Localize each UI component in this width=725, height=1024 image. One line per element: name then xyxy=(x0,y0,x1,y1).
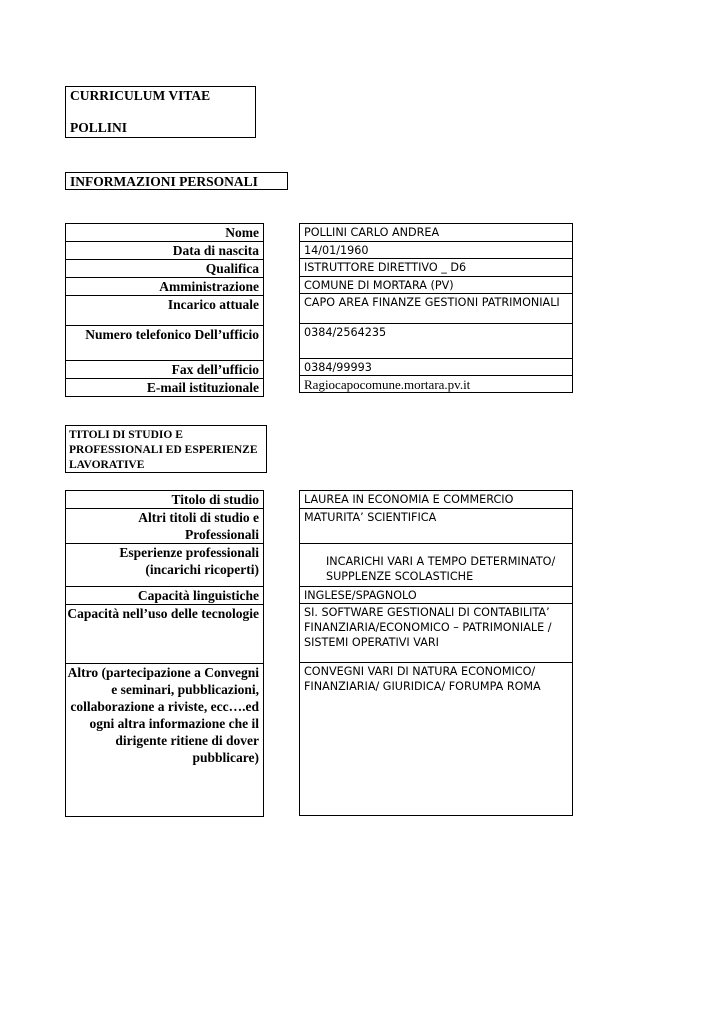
value-telefono: 0384/2564235 xyxy=(300,324,573,359)
studies-heading: TITOLI DI STUDIO E PROFESSIONALI ED ESPERIENZE LAVORATIVE xyxy=(69,429,258,471)
value-capacita-linguistiche: INGLESE/SPAGNOLO xyxy=(300,587,573,604)
label-capacita-linguistiche: Capacità linguistiche xyxy=(66,587,264,605)
value-qualifica: ISTRUTTORE DIRETTIVO _ D6 xyxy=(300,259,573,277)
label-data-nascita: Data di nascita xyxy=(66,242,264,260)
studies-values-table xyxy=(299,490,573,816)
value-data-nascita: 14/01/1960 xyxy=(300,242,573,259)
value-altro: CONVEGNI VARI DI NATURA ECONOMICO/ FINANZIARIA/ GIURIDICA/ FORUMPA ROMA xyxy=(300,663,573,816)
label-incarico: Incarico attuale xyxy=(66,296,264,326)
studies-labels-table xyxy=(65,490,264,817)
label-altri-titoli: Altri titoli di studio e Professionali xyxy=(66,509,264,544)
value-fax: 0384/99993 xyxy=(300,359,573,376)
label-amministrazione: Amministrazione xyxy=(66,278,264,296)
personal-labels-table xyxy=(65,223,264,397)
value-esperienze: INCARICHI VARI A TEMPO DETERMINATO/ SUPPLENZE SCOLASTICHE xyxy=(300,544,573,587)
cv-header-box xyxy=(65,86,256,138)
cv-title: CURRICULUM VITAE xyxy=(70,88,211,103)
value-capacita-tecnologie: SI. SOFTWARE GESTIONALI DI CONTABILITA’ FINANZIARIA/ECONOMICO – PATRIMONIALE / SISTEMI OPERATIVI VARI xyxy=(300,604,573,663)
label-telefono: Numero telefonico Dell’ufficio xyxy=(66,326,264,361)
label-titolo-studio: Titolo di studio xyxy=(66,491,264,509)
value-amministrazione: COMUNE DI MORTARA (PV) xyxy=(300,277,573,294)
label-capacita-tecnologie: Capacità nell’uso delle tecnologie xyxy=(66,605,264,664)
label-nome: Nome xyxy=(66,224,264,242)
label-esperienze: Esperienze professionali (incarichi ricoperti) xyxy=(66,544,264,587)
personal-info-heading: INFORMAZIONI PERSONALI xyxy=(70,174,258,189)
value-altri-titoli: MATURITA’ SCIENTIFICA xyxy=(300,509,573,544)
studies-heading-box xyxy=(65,425,267,473)
label-fax: Fax dell’ufficio xyxy=(66,361,264,379)
personal-info-heading-box xyxy=(65,172,288,190)
value-incarico: CAPO AREA FINANZE GESTIONI PATRIMONIALI xyxy=(300,294,573,324)
label-email: E-mail istituzionale xyxy=(66,379,264,397)
label-altro: Altro (partecipazione a Convegni e seminari, pubblicazioni, collaborazione a riviste, ecc….ed ogni altra informazione che il dirigente ritiene di dover pubblicare) xyxy=(66,664,264,817)
value-titolo-studio: LAUREA IN ECONOMIA E COMMERCIO xyxy=(300,491,573,509)
label-qualifica: Qualifica xyxy=(66,260,264,278)
personal-values-table xyxy=(299,223,573,393)
value-nome: POLLINI CARLO ANDREA xyxy=(300,224,573,242)
cv-surname: POLLINI xyxy=(70,120,128,135)
value-email: Ragiocapocomune.mortara.pv.it xyxy=(300,376,573,393)
